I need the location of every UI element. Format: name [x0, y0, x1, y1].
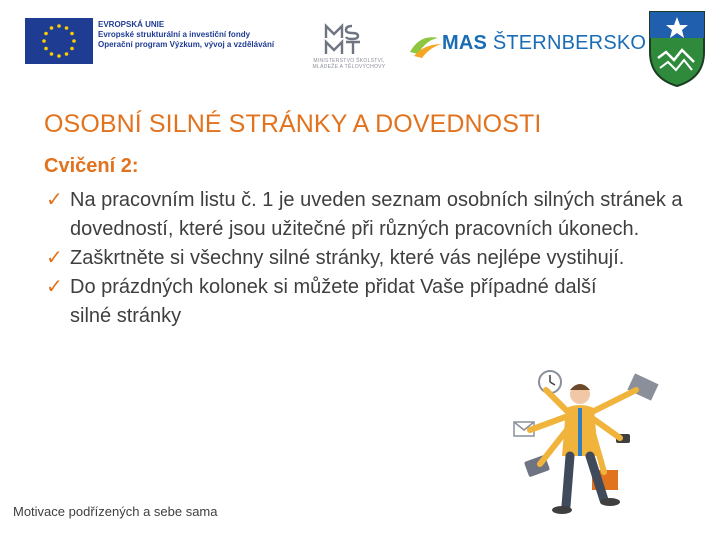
eu-star-icon — [42, 39, 46, 43]
eu-star-icon — [44, 32, 48, 36]
checkmark-icon: ✓ — [46, 276, 63, 298]
list-item-text: Do prázdných kolonek si můžete přidat Vaše případné další silné stránky — [70, 276, 597, 327]
eu-star-icon — [57, 54, 61, 58]
slide-title: OSOBNÍ SILNÉ STRÁNKY A DOVEDNOSTI — [44, 110, 542, 138]
eu-star-icon — [50, 52, 54, 56]
eu-star-icon — [72, 39, 76, 43]
eu-star-icon — [65, 26, 69, 30]
eu-star-icon — [65, 52, 69, 56]
exercise-label: Cvičení 2: — [44, 155, 139, 177]
msmt-caption — [300, 58, 398, 70]
eu-logo-line3: Operační program Výzkum, vývoj a vzdělávání — [98, 40, 275, 49]
eu-star-icon — [44, 47, 48, 51]
list-item — [44, 273, 610, 331]
checkmark-icon: ✓ — [46, 189, 63, 211]
list-item — [44, 186, 704, 244]
mas-logo — [408, 26, 647, 62]
eu-star-icon — [70, 32, 74, 36]
msmt-emblem-icon — [320, 22, 380, 58]
eu-star-icon — [70, 47, 74, 51]
mas-logo-part1: MAS — [442, 32, 493, 54]
logo-bar — [0, 0, 720, 95]
multitasking-businessman-illustration — [500, 360, 710, 540]
mas-swoosh-icon — [408, 30, 444, 60]
checkmark-icon: ✓ — [46, 247, 63, 269]
eu-flag-icon — [25, 18, 93, 64]
eu-logo-line2: Evropské strukturální a investiční fondy — [98, 30, 251, 39]
coat-of-arms-icon — [646, 8, 708, 88]
msmt-caption-line1: MINISTERSTVO ŠKOLSTVÍ, — [313, 58, 385, 64]
mas-logo-part2: ŠTERNBERSKO — [492, 32, 647, 54]
eu-logo-text — [98, 20, 274, 50]
eu-star-icon — [50, 26, 54, 30]
eu-star-icon — [57, 24, 61, 28]
list-item — [44, 244, 704, 273]
mas-logo-text — [442, 32, 646, 55]
msmt-logo — [300, 22, 398, 74]
bullet-list — [44, 186, 704, 331]
list-item-text: Na pracovním listu č. 1 je uveden seznam osobních silných stránek a dovedností, které jsou užitečné při různých pracovních úkonech. — [70, 189, 683, 240]
msmt-caption-line2: MLÁDEŽE A TĚLOVÝCHOVY — [312, 64, 386, 70]
list-item-text: Zaškrtněte si všechny silné stránky, které vás nejlépe vystihují. — [70, 247, 625, 269]
footer-text: Motivace podřízených a sebe sama — [13, 504, 218, 519]
eu-logo-line1: EVROPSKÁ UNIE — [98, 20, 165, 29]
